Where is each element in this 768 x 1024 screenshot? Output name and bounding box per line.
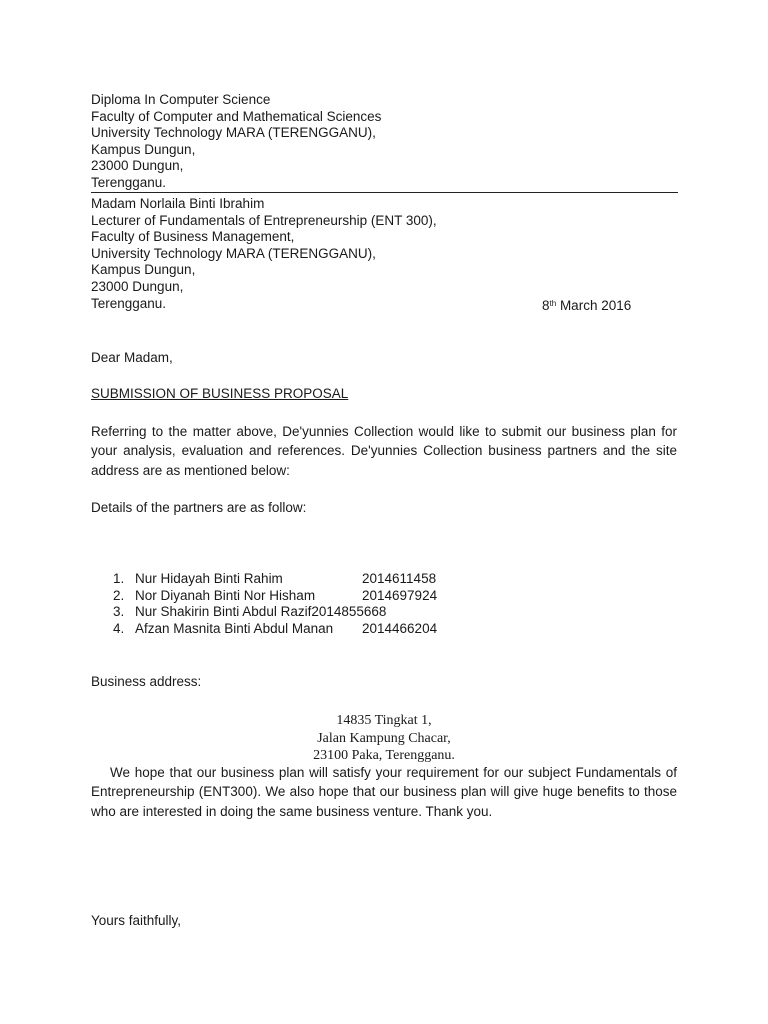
list-item [91, 604, 511, 621]
recipient-line: Kampus Dungun, [91, 262, 196, 278]
partner-student-id: 2014466204 [362, 620, 438, 636]
recipient-line: University Technology MARA (TERENGGANU), [91, 245, 376, 261]
list-number: 3. [113, 604, 125, 620]
date-rest: March 2016 [556, 298, 632, 313]
list-item [91, 588, 511, 605]
partner-name: Nor Diyanah Binti Nor Hisham [135, 587, 316, 603]
sender-line: 23000 Dungun, [91, 158, 184, 174]
recipient-line: Lecturer of Fundamentals of Entrepreneurship (ENT 300), [91, 212, 437, 228]
partners-list [91, 571, 511, 637]
subject-heading: SUBMISSION OF BUSINESS PROPOSAL [91, 386, 349, 401]
date-day: 8 [542, 298, 550, 313]
list-item [91, 571, 511, 588]
partner-name: Afzan Masnita Binti Abdul Manan [135, 620, 334, 636]
recipient-address [91, 196, 651, 312]
address-line: Jalan Kampung Chacar, [317, 730, 451, 746]
partner-name: Nur Hidayah Binti Rahim [135, 571, 283, 586]
letter-date [542, 298, 631, 315]
business-address-label: Business address: [91, 674, 202, 689]
sender-line: Terengganu. [91, 174, 167, 190]
sign-off: Yours faithfully, [91, 913, 182, 928]
sender-address [91, 92, 381, 192]
list-number: 2. [113, 587, 125, 603]
address-line: 23100 Paka, Terengganu. [313, 748, 455, 763]
closing-paragraph: We hope that our business plan will satisfy your requirement for our subject Fundamentals of Entrepreneurship (ENT300). We also hope that our business plan will give huge benefits to those who are interested in doing the same business venture. Thank you. [91, 765, 677, 819]
recipient-line: Faculty of Business Management, [91, 229, 295, 245]
header-divider [91, 192, 678, 193]
business-address [234, 712, 534, 765]
intro-paragraph: Referring to the matter above, De'yunnies Collection would like to submit our business plan for your analysis, evaluation and references. De'yunnies Collection business partners and the site address are as mentioned below: [91, 424, 677, 478]
salutation: Dear Madam, [91, 350, 173, 365]
partner-student-id: 2014611458 [362, 571, 437, 586]
list-number: 4. [113, 620, 125, 636]
sender-line: University Technology MARA (TERENGGANU), [91, 125, 376, 141]
partner-name: Nur Shakirin Binti Abdul Razif2014855668 [135, 604, 387, 620]
partners-intro: Details of the partners are as follow: [91, 500, 307, 515]
partner-student-id: 2014697924 [362, 587, 438, 603]
recipient-line: Madam Norlaila Binti Ibrahim [91, 196, 265, 211]
sender-line: Diploma In Computer Science [91, 92, 271, 107]
sender-line: Faculty of Computer and Mathematical Sciences [91, 108, 382, 124]
sender-line: Kampus Dungun, [91, 141, 196, 157]
recipient-line: 23000 Dungun, [91, 278, 184, 294]
date-suffix: th [549, 299, 557, 308]
address-line: 14835 Tingkat 1, [336, 713, 432, 728]
list-number: 1. [113, 571, 125, 586]
list-item [91, 621, 511, 638]
recipient-line: Terengganu. [91, 295, 167, 311]
